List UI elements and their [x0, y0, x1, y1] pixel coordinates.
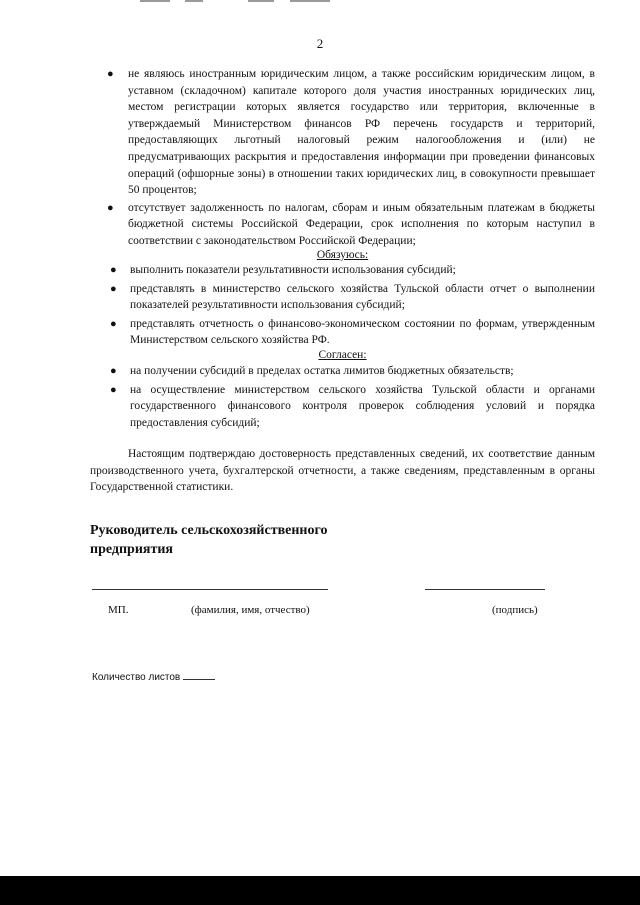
- list-item-text: отсутствует задолженность по налогам, сборам и иным обязательным платежам в бюджеты бюджетной системы Российской Федерации, срок исполнения по которым наступил в соответствии с законодательством Российской Федерации;: [128, 201, 595, 247]
- consent-heading-wrap: [90, 347, 595, 364]
- signature-caption: (подпись): [492, 604, 538, 616]
- sheets-blank-field: [183, 669, 215, 680]
- scan-bottom-edge: [0, 876, 640, 905]
- obligations-heading: Обязуюсь:: [316, 249, 369, 261]
- signature-line: [425, 589, 545, 590]
- bullet-icon: ●: [110, 365, 117, 377]
- scan-top-artifacts: [0, 0, 640, 4]
- list-item: [90, 66, 595, 199]
- list-item: [90, 281, 595, 314]
- list-item: [90, 200, 595, 250]
- consent-heading: Согласен:: [318, 349, 367, 361]
- list-item: [90, 382, 595, 432]
- sheets-count: [92, 669, 215, 683]
- sheets-label: Количество листов: [92, 672, 181, 683]
- list-item-text: не являюсь иностранным юридическим лицом, а также российским юридическим лицом, в уставном (складочном) капитале которого доля участия иностранных юридических лиц, местом регистрации которых является государство или территория, включенные в утверждаемый Министерством финансов РФ перечень государств и территорий, предоставляющих льготный налоговый режим налогообложения и (или) не предусматривающих раскрытия и предоставления информации при проведении финансовых операций (офшорные зоны) в отношении таких юридических лиц, в совокупности превышает 50 процентов;: [128, 68, 595, 197]
- list-item-text: представлять в министерство сельского хозяйства Тульской области отчет о выполнении показателей результативности использования субсидий;: [130, 282, 595, 312]
- bullet-icon: ●: [107, 68, 114, 80]
- list-item: [90, 262, 595, 279]
- eligibility-section: [90, 66, 595, 250]
- page-number: 2: [316, 36, 324, 51]
- name-signature-line: [92, 589, 328, 590]
- bullet-icon: ●: [110, 317, 117, 330]
- list-item-text: на получении субсидий в пределах остатка лимитов бюджетных обязательств;: [130, 365, 514, 377]
- bullet-icon: ●: [107, 201, 114, 214]
- list-item-text: на осуществление министерством сельского хозяйства Тульской области и органами государственного финансового контроля проверок соблюдения условий и порядка предоставления субсидий;: [130, 383, 595, 429]
- list-item: [90, 316, 595, 349]
- list-item-text: выполнить показатели результативности использования субсидий;: [130, 264, 456, 276]
- bullet-icon: ●: [110, 264, 117, 276]
- name-caption: (фамилия, имя, отчество): [191, 604, 310, 616]
- obligations-section: [90, 262, 595, 349]
- confirmation-paragraph: Настоящим подтверждаю достоверность представленных сведений, их соответствие данным производственного учета, бухгалтерской отчетности, а также сведениям, представленным в органы Государственной статистики.: [90, 448, 595, 494]
- stamp-caption: МП.: [108, 604, 129, 616]
- consent-section: [90, 363, 595, 431]
- bullet-icon: ●: [110, 282, 117, 295]
- bullet-icon: ●: [110, 383, 117, 396]
- signatory-title: Руководитель сельскохозяйственного предприятия: [90, 523, 328, 557]
- list-item: [90, 363, 595, 380]
- list-item-text: представлять отчетность о финансово-экономическом состоянии по формам, утвержденным Министерством сельского хозяйства РФ.: [130, 317, 595, 347]
